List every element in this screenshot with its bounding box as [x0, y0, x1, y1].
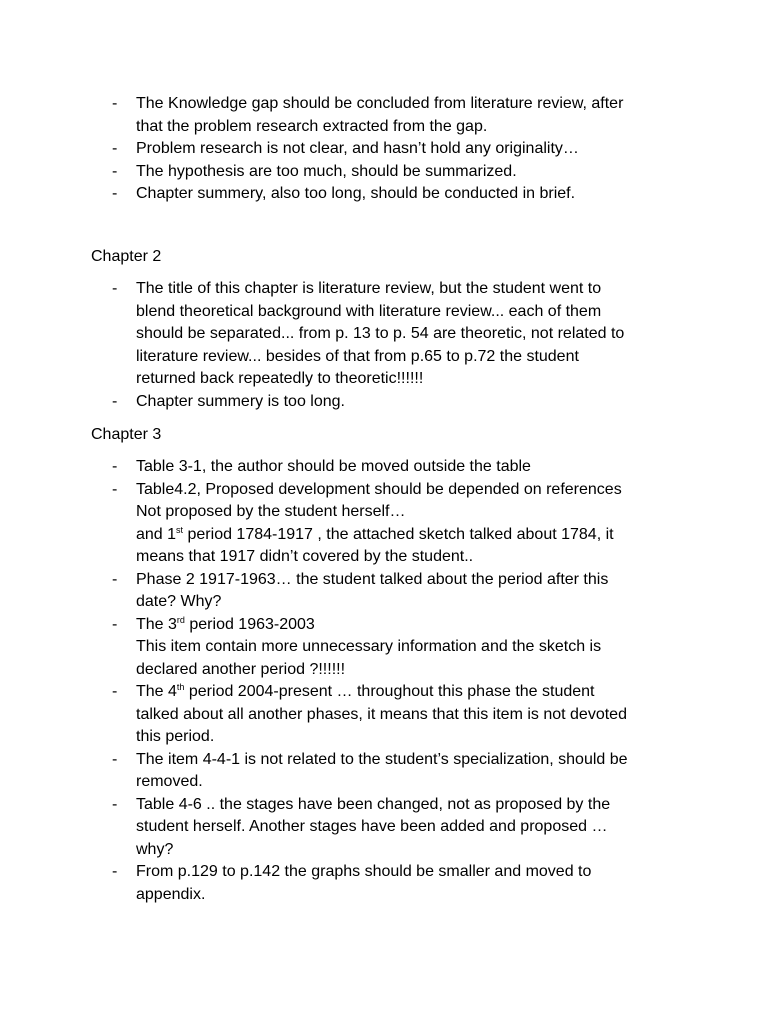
list-item-text: Not proposed by the student herself… — [136, 503, 406, 520]
list-item — [112, 749, 682, 794]
list-item-text: literature review... besides of that from p.65 to p.72 the student — [136, 347, 579, 365]
chapter-2-bullet-list — [112, 278, 682, 413]
bullet-dash: - — [112, 570, 118, 588]
text-fragment: period 2004-present … throughout this phase the student — [184, 683, 595, 700]
list-item-text: Table 4-6 .. the stages have been changed, not as proposed by the — [136, 795, 611, 813]
list-item — [112, 93, 682, 138]
list-item-text: this period. — [136, 728, 215, 745]
bullet-dash: - — [112, 162, 118, 180]
list-item — [112, 183, 682, 206]
text-fragment: The 3 — [136, 615, 177, 633]
bullet-dash: - — [112, 95, 118, 112]
list-item-text: From p.129 to p.142 the graphs should be smaller and moved to — [136, 863, 592, 880]
list-item-text: why? — [136, 840, 174, 858]
list-item — [112, 569, 682, 614]
list-item-text: The title of this chapter is literature review, but the student went to — [136, 280, 602, 297]
list-item-text: Table4.2, Proposed development should be depended on references — [136, 480, 622, 498]
superscript: st — [176, 524, 184, 535]
superscript: th — [176, 682, 185, 692]
list-item-text: The hypothesis are too much, should be summarized. — [136, 162, 517, 180]
list-item — [112, 479, 682, 569]
list-item — [112, 681, 682, 749]
chapter-2-heading: Chapter 2 — [91, 248, 162, 265]
bullet-dash: - — [112, 140, 118, 157]
bullet-dash: - — [112, 458, 118, 475]
list-item-text: removed. — [136, 773, 203, 790]
bullet-dash: - — [112, 280, 118, 297]
list-item-text: Table 3-1, the author should be moved outside the table — [136, 458, 531, 475]
bullet-dash: - — [112, 863, 118, 880]
list-item — [112, 456, 682, 479]
bullet-dash: - — [112, 392, 118, 410]
list-item-text: Chapter summery is too long. — [136, 392, 345, 410]
list-item-text: This item contain more unnecessary information and the sketch is — [136, 638, 602, 655]
list-item-text: Problem research is not clear, and hasn’t hold any originality… — [136, 140, 579, 157]
list-item-text: returned back repeatedly to theoretic!!!!!! — [136, 370, 424, 387]
list-item — [112, 861, 682, 906]
bullet-dash: - — [112, 615, 118, 633]
chapter-3-heading: Chapter 3 — [91, 426, 162, 443]
bullet-dash: - — [112, 795, 118, 813]
list-item-text: means that 1917 didn’t covered by the student.. — [136, 548, 474, 565]
list-item-text: date? Why? — [136, 593, 222, 610]
bullet-dash: - — [112, 185, 118, 202]
bullet-dash: - — [112, 480, 118, 498]
chapter-3-bullet-list — [112, 456, 682, 906]
text-fragment: The 4 — [136, 683, 177, 700]
list-item-text — [136, 681, 682, 704]
list-item-text: declared another period ?!!!!!! — [136, 660, 346, 678]
list-item-text: that the problem research extracted from the gap. — [136, 117, 488, 135]
list-item-text: Chapter summery, also too long, should be conducted in brief. — [136, 185, 576, 202]
list-item-text: appendix. — [136, 885, 206, 903]
top-bullet-list — [112, 93, 682, 206]
list-item — [112, 614, 682, 682]
list-item-text — [136, 524, 682, 547]
list-item-text — [136, 614, 682, 637]
list-item-text: The item 4-4-1 is not related to the student’s specialization, should be — [136, 750, 628, 768]
text-fragment: period 1963-2003 — [184, 615, 315, 633]
list-item-text: student herself. Another stages have been added and proposed … — [136, 818, 608, 835]
list-item — [112, 794, 682, 862]
list-item-text: talked about all another phases, it means that this item is not devoted — [136, 705, 627, 723]
text-fragment: and 1 — [136, 525, 177, 543]
superscript: rd — [176, 614, 185, 625]
list-item — [112, 138, 682, 161]
list-item-text: should be separated... from p. 13 to p. 54 are theoretic, not related to — [136, 325, 625, 342]
list-item-text: The Knowledge gap should be concluded from literature review, after — [136, 95, 624, 112]
bullet-dash: - — [112, 683, 118, 700]
list-item-text: blend theoretical background with literature review... each of them — [136, 302, 602, 320]
text-fragment: period 1784-1917 , the attached sketch talked about 1784, it — [183, 525, 614, 543]
list-item — [112, 391, 682, 414]
list-item-text: Phase 2 1917-1963… the student talked about the period after this — [136, 570, 609, 588]
list-item — [112, 161, 682, 184]
list-item — [112, 278, 682, 391]
bullet-dash: - — [112, 750, 118, 768]
